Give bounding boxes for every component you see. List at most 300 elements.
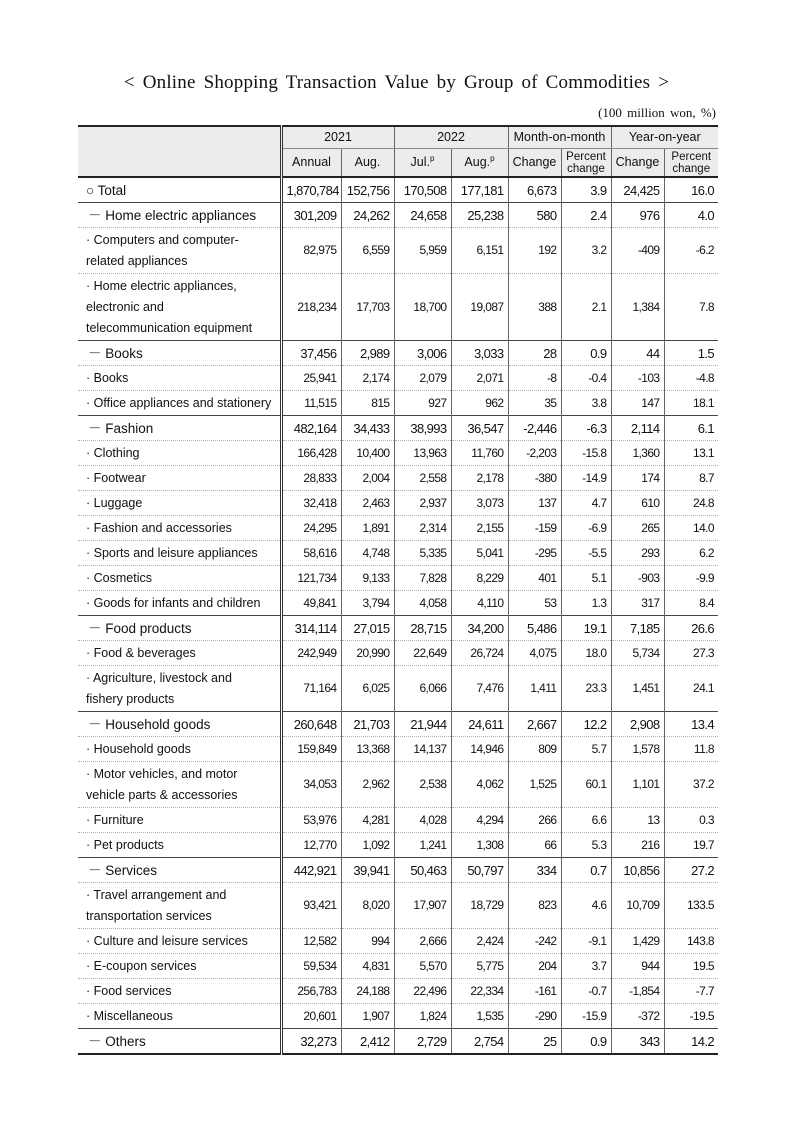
table-cell: 12,770: [281, 833, 341, 858]
table-cell: 1.5: [664, 341, 718, 366]
header-year-on-year: Year-on-year: [611, 126, 718, 149]
table-row-subitem: [78, 954, 718, 979]
table-cell: 2,667: [508, 712, 561, 737]
table-cell: 815: [341, 391, 394, 416]
table-cell: 1,907: [341, 1004, 394, 1029]
table-cell: 216: [611, 833, 664, 858]
commodity-table: [78, 125, 718, 1055]
table-cell: 256,783: [281, 979, 341, 1004]
header-aug-2021: Aug.: [341, 149, 394, 178]
table-cell: 0.9: [561, 341, 611, 366]
table-row-subitem: [78, 833, 718, 858]
table-cell: 2,937: [394, 491, 451, 516]
row-label: － Food products: [78, 616, 281, 641]
table-cell: 20,601: [281, 1004, 341, 1029]
table-cell: 3.8: [561, 391, 611, 416]
row-label: ○ Total: [78, 177, 281, 203]
table-cell: 6,559: [341, 228, 394, 274]
table-cell: 35: [508, 391, 561, 416]
table-cell: 44: [611, 341, 664, 366]
table-row-subitem: [78, 228, 718, 274]
table-cell: 0.7: [561, 858, 611, 883]
table-cell: 4.6: [561, 883, 611, 929]
table-cell: 24,262: [341, 203, 394, 228]
table-row-subitem: [78, 441, 718, 466]
row-label: · Luggage: [78, 491, 281, 516]
row-label: · Fashion and accessories: [78, 516, 281, 541]
table-cell: 8.4: [664, 591, 718, 616]
table-cell: 5.3: [561, 833, 611, 858]
table-row-group: [78, 712, 718, 737]
table-cell: 1,411: [508, 666, 561, 712]
table-cell: 4,748: [341, 541, 394, 566]
table-cell: 137: [508, 491, 561, 516]
header-mom-percent-change: Percent change: [561, 149, 611, 178]
table-cell: 6.1: [664, 416, 718, 441]
table-cell: 18,729: [451, 883, 508, 929]
table-row-subitem: [78, 591, 718, 616]
table-cell: 13.1: [664, 441, 718, 466]
table-cell: 14,137: [394, 737, 451, 762]
row-label: · Furniture: [78, 808, 281, 833]
table-cell: -0.7: [561, 979, 611, 1004]
table-row-subitem: [78, 762, 718, 808]
table-cell: -409: [611, 228, 664, 274]
table-cell: 13: [611, 808, 664, 833]
table-cell: -6.2: [664, 228, 718, 274]
table-cell: 293: [611, 541, 664, 566]
table-cell: 159,849: [281, 737, 341, 762]
table-cell: 24,188: [341, 979, 394, 1004]
table-cell: 24,658: [394, 203, 451, 228]
table-cell: 36,547: [451, 416, 508, 441]
table-cell: 1,384: [611, 274, 664, 341]
table-cell: 24,295: [281, 516, 341, 541]
table-cell: -19.5: [664, 1004, 718, 1029]
header-blank-cell: [78, 126, 281, 177]
table-cell: 2.1: [561, 274, 611, 341]
table-cell: 13,963: [394, 441, 451, 466]
header-yoy-change: Change: [611, 149, 664, 178]
table-cell: 1,870,784: [281, 177, 341, 203]
table-cell: 24.1: [664, 666, 718, 712]
table-cell: 1,891: [341, 516, 394, 541]
table-cell: 962: [451, 391, 508, 416]
table-cell: 5.7: [561, 737, 611, 762]
table-row-subitem: [78, 516, 718, 541]
table-cell: 19.7: [664, 833, 718, 858]
row-label: · Office appliances and stationery: [78, 391, 281, 416]
table-cell: 3.7: [561, 954, 611, 979]
table-cell: 19.1: [561, 616, 611, 641]
table-cell: 7,476: [451, 666, 508, 712]
table-cell: 343: [611, 1029, 664, 1055]
table-cell: 0.3: [664, 808, 718, 833]
table-cell: 388: [508, 274, 561, 341]
table-cell: 22,334: [451, 979, 508, 1004]
table-cell: 32,273: [281, 1029, 341, 1055]
table-cell: 21,703: [341, 712, 394, 737]
table-cell: -2,203: [508, 441, 561, 466]
table-cell: 28,833: [281, 466, 341, 491]
table-cell: 7,185: [611, 616, 664, 641]
table-cell: 2,666: [394, 929, 451, 954]
table-cell: 2,989: [341, 341, 394, 366]
table-row-subitem: [78, 391, 718, 416]
row-label: · Household goods: [78, 737, 281, 762]
table-cell: 13,368: [341, 737, 394, 762]
table-cell: 4.0: [664, 203, 718, 228]
table-cell: 2,155: [451, 516, 508, 541]
table-row-subitem: [78, 808, 718, 833]
table-cell: 265: [611, 516, 664, 541]
table-cell: -8: [508, 366, 561, 391]
table-cell: 2,463: [341, 491, 394, 516]
table-cell: -103: [611, 366, 664, 391]
table-row-subitem: [78, 566, 718, 591]
table-cell: 12.2: [561, 712, 611, 737]
table-cell: 34,433: [341, 416, 394, 441]
table-cell: 610: [611, 491, 664, 516]
row-label: － Others: [78, 1029, 281, 1055]
table-cell: 4,028: [394, 808, 451, 833]
table-row-subitem: [78, 883, 718, 929]
table-cell: 58,616: [281, 541, 341, 566]
row-label: · Culture and leisure services: [78, 929, 281, 954]
table-cell: 19,087: [451, 274, 508, 341]
table-cell: 10,856: [611, 858, 664, 883]
table-cell: 2,538: [394, 762, 451, 808]
table-row-group: [78, 858, 718, 883]
table-cell: 401: [508, 566, 561, 591]
table-cell: 13.4: [664, 712, 718, 737]
table-cell: -290: [508, 1004, 561, 1029]
table-cell: 4,058: [394, 591, 451, 616]
table-cell: 4,294: [451, 808, 508, 833]
table-cell: 1,308: [451, 833, 508, 858]
table-cell: 34,200: [451, 616, 508, 641]
table-cell: 27.3: [664, 641, 718, 666]
table-row-subitem: [78, 979, 718, 1004]
header-jul-2022: Jul.$^p$: [394, 149, 451, 178]
row-label: · Footwear: [78, 466, 281, 491]
table-cell: 1,578: [611, 737, 664, 762]
table-cell: 166,428: [281, 441, 341, 466]
table-row-subitem: [78, 466, 718, 491]
table-cell: 53: [508, 591, 561, 616]
table-cell: 16.0: [664, 177, 718, 203]
row-label: · Agriculture, livestock and fishery products: [78, 666, 281, 712]
table-cell: 147: [611, 391, 664, 416]
table-cell: 317: [611, 591, 664, 616]
table-cell: 4,075: [508, 641, 561, 666]
table-cell: -15.9: [561, 1004, 611, 1029]
table-cell: 266: [508, 808, 561, 833]
header-2021: 2021: [281, 126, 394, 149]
table-cell: 37.2: [664, 762, 718, 808]
table-cell: 27,015: [341, 616, 394, 641]
table-cell: -14.9: [561, 466, 611, 491]
table-cell: 6,066: [394, 666, 451, 712]
row-label: · Home electric appliances, electronic and telecommunication equipment: [78, 274, 281, 341]
row-label: · Sports and leisure appliances: [78, 541, 281, 566]
table-cell: 50,797: [451, 858, 508, 883]
table-cell: 6.2: [664, 541, 718, 566]
table-cell: 1,451: [611, 666, 664, 712]
row-label: · Travel arrangement and transportation services: [78, 883, 281, 929]
table-cell: 17,907: [394, 883, 451, 929]
table-cell: 2,558: [394, 466, 451, 491]
table-cell: 927: [394, 391, 451, 416]
table-cell: 14,946: [451, 737, 508, 762]
table-cell: 5,570: [394, 954, 451, 979]
table-cell: -380: [508, 466, 561, 491]
header-month-on-month: Month-on-month: [508, 126, 611, 149]
table-row-total: [78, 177, 718, 203]
table-cell: -15.8: [561, 441, 611, 466]
table-cell: -161: [508, 979, 561, 1004]
table-cell: 6,673: [508, 177, 561, 203]
table-cell: 4,110: [451, 591, 508, 616]
table-cell: 1,092: [341, 833, 394, 858]
table-cell: 133.5: [664, 883, 718, 929]
table-cell: -295: [508, 541, 561, 566]
table-cell: 4.7: [561, 491, 611, 516]
table-cell: 482,164: [281, 416, 341, 441]
table-cell: 28: [508, 341, 561, 366]
table-row-group: [78, 341, 718, 366]
table-cell: 21,944: [394, 712, 451, 737]
table-cell: 152,756: [341, 177, 394, 203]
table-cell: 994: [341, 929, 394, 954]
table-cell: 301,209: [281, 203, 341, 228]
table-cell: 50,463: [394, 858, 451, 883]
table-cell: 14.2: [664, 1029, 718, 1055]
table-cell: 3.2: [561, 228, 611, 274]
table-cell: 2,079: [394, 366, 451, 391]
table-cell: 809: [508, 737, 561, 762]
row-label: － Services: [78, 858, 281, 883]
table-cell: 192: [508, 228, 561, 274]
table-cell: -9.1: [561, 929, 611, 954]
table-cell: 823: [508, 883, 561, 929]
table-cell: 1,429: [611, 929, 664, 954]
table-cell: 170,508: [394, 177, 451, 203]
table-cell: 260,648: [281, 712, 341, 737]
table-cell: 143.8: [664, 929, 718, 954]
table-cell: 66: [508, 833, 561, 858]
table-cell: 18,700: [394, 274, 451, 341]
page-title: < Online Shopping Transaction Value by Group of Commodities >: [123, 72, 670, 93]
table-cell: 2,412: [341, 1029, 394, 1055]
table-cell: 4,281: [341, 808, 394, 833]
row-label: · Pet products: [78, 833, 281, 858]
table-cell: 6,025: [341, 666, 394, 712]
table-cell: 25,238: [451, 203, 508, 228]
table-cell: 3,033: [451, 341, 508, 366]
table-cell: 4,831: [341, 954, 394, 979]
table-cell: 26,724: [451, 641, 508, 666]
table-cell: 32,418: [281, 491, 341, 516]
table-cell: 5,775: [451, 954, 508, 979]
table-cell: 82,975: [281, 228, 341, 274]
table-cell: -372: [611, 1004, 664, 1029]
row-label: · Clothing: [78, 441, 281, 466]
table-row-group: [78, 416, 718, 441]
table-cell: 10,400: [341, 441, 394, 466]
table-cell: 37,456: [281, 341, 341, 366]
table-cell: -6.3: [561, 416, 611, 441]
row-label: · E-coupon services: [78, 954, 281, 979]
table-cell: 22,649: [394, 641, 451, 666]
table-cell: 7.8: [664, 274, 718, 341]
table-cell: -159: [508, 516, 561, 541]
table-cell: 10,709: [611, 883, 664, 929]
row-label: · Books: [78, 366, 281, 391]
table-cell: 34,053: [281, 762, 341, 808]
table-cell: -4.8: [664, 366, 718, 391]
table-row-group: [78, 203, 718, 228]
table-cell: -0.4: [561, 366, 611, 391]
table-cell: 25: [508, 1029, 561, 1055]
table-cell: 18.1: [664, 391, 718, 416]
table-row-subitem: [78, 1004, 718, 1029]
table-cell: 5,959: [394, 228, 451, 274]
row-label: · Miscellaneous: [78, 1004, 281, 1029]
table-cell: -2,446: [508, 416, 561, 441]
table-cell: 944: [611, 954, 664, 979]
table-cell: 2,004: [341, 466, 394, 491]
header-yoy-percent-change: Percent change: [664, 149, 718, 178]
table-cell: 24,611: [451, 712, 508, 737]
table-cell: -242: [508, 929, 561, 954]
table-cell: 2,178: [451, 466, 508, 491]
table-cell: 2,962: [341, 762, 394, 808]
table-cell: -9.9: [664, 566, 718, 591]
table-row-group: [78, 616, 718, 641]
table-row-group: [78, 1029, 718, 1055]
table-cell: -1,854: [611, 979, 664, 1004]
table-cell: 218,234: [281, 274, 341, 341]
table-cell: 242,949: [281, 641, 341, 666]
table-row-subitem: [78, 541, 718, 566]
table-cell: 14.0: [664, 516, 718, 541]
table-cell: 1,101: [611, 762, 664, 808]
table-row-subitem: [78, 274, 718, 341]
table-cell: 3,073: [451, 491, 508, 516]
table-cell: 2,174: [341, 366, 394, 391]
table-cell: 976: [611, 203, 664, 228]
row-label: － Fashion: [78, 416, 281, 441]
table-cell: 53,976: [281, 808, 341, 833]
table-cell: 6,151: [451, 228, 508, 274]
row-label: · Food & beverages: [78, 641, 281, 666]
header-aug-2022: Aug.$^p$: [451, 149, 508, 178]
table-cell: 2,908: [611, 712, 664, 737]
row-label: · Cosmetics: [78, 566, 281, 591]
table-cell: 314,114: [281, 616, 341, 641]
table-cell: 8.7: [664, 466, 718, 491]
table-cell: 20,990: [341, 641, 394, 666]
row-label: － Home electric appliances: [78, 203, 281, 228]
table-cell: 93,421: [281, 883, 341, 929]
table-cell: 38,993: [394, 416, 451, 441]
table-row-subitem: [78, 641, 718, 666]
table-cell: 2,114: [611, 416, 664, 441]
table-cell: 1,535: [451, 1004, 508, 1029]
table-cell: 11.8: [664, 737, 718, 762]
table-cell: -6.9: [561, 516, 611, 541]
table-cell: 17,703: [341, 274, 394, 341]
table-cell: 0.9: [561, 1029, 611, 1055]
table-cell: 204: [508, 954, 561, 979]
table-cell: 177,181: [451, 177, 508, 203]
table-cell: 3.9: [561, 177, 611, 203]
header-2022: 2022: [394, 126, 508, 149]
table-cell: 2.4: [561, 203, 611, 228]
table-cell: 6.6: [561, 808, 611, 833]
table-cell: 3,006: [394, 341, 451, 366]
table-cell: 2,754: [451, 1029, 508, 1055]
table-cell: 2,729: [394, 1029, 451, 1055]
table-cell: 580: [508, 203, 561, 228]
table-cell: -903: [611, 566, 664, 591]
row-label: · Goods for infants and children: [78, 591, 281, 616]
table-cell: 8,229: [451, 566, 508, 591]
table-row-subitem: [78, 929, 718, 954]
table-cell: 5,335: [394, 541, 451, 566]
table-cell: 1,241: [394, 833, 451, 858]
table-cell: 5,486: [508, 616, 561, 641]
table-cell: 1,525: [508, 762, 561, 808]
table-cell: 39,941: [341, 858, 394, 883]
table-cell: 1,824: [394, 1004, 451, 1029]
table-cell: 5,041: [451, 541, 508, 566]
table-row-subitem: [78, 666, 718, 712]
unit-note: (100 million won, %): [598, 105, 716, 120]
header-annual: Annual: [281, 149, 341, 178]
table-cell: 11,760: [451, 441, 508, 466]
table-row-subitem: [78, 491, 718, 516]
table-cell: 4,062: [451, 762, 508, 808]
table-cell: 12,582: [281, 929, 341, 954]
table-cell: 60.1: [561, 762, 611, 808]
table-cell: 26.6: [664, 616, 718, 641]
header-mom-change: Change: [508, 149, 561, 178]
table-cell: 7,828: [394, 566, 451, 591]
table-cell: 22,496: [394, 979, 451, 1004]
table-cell: 9,133: [341, 566, 394, 591]
table-cell: 24,425: [611, 177, 664, 203]
table-cell: 5,734: [611, 641, 664, 666]
table-cell: 27.2: [664, 858, 718, 883]
table-cell: 2,424: [451, 929, 508, 954]
table-cell: 19.5: [664, 954, 718, 979]
row-label: · Food services: [78, 979, 281, 1004]
table-row-subitem: [78, 366, 718, 391]
table-cell: 18.0: [561, 641, 611, 666]
table-cell: 8,020: [341, 883, 394, 929]
table-cell: 121,734: [281, 566, 341, 591]
table-cell: 2,314: [394, 516, 451, 541]
table-cell: 3,794: [341, 591, 394, 616]
table-cell: 71,164: [281, 666, 341, 712]
table-cell: 23.3: [561, 666, 611, 712]
table-cell: -7.7: [664, 979, 718, 1004]
table-cell: 2,071: [451, 366, 508, 391]
table-cell: 28,715: [394, 616, 451, 641]
table-cell: 24.8: [664, 491, 718, 516]
